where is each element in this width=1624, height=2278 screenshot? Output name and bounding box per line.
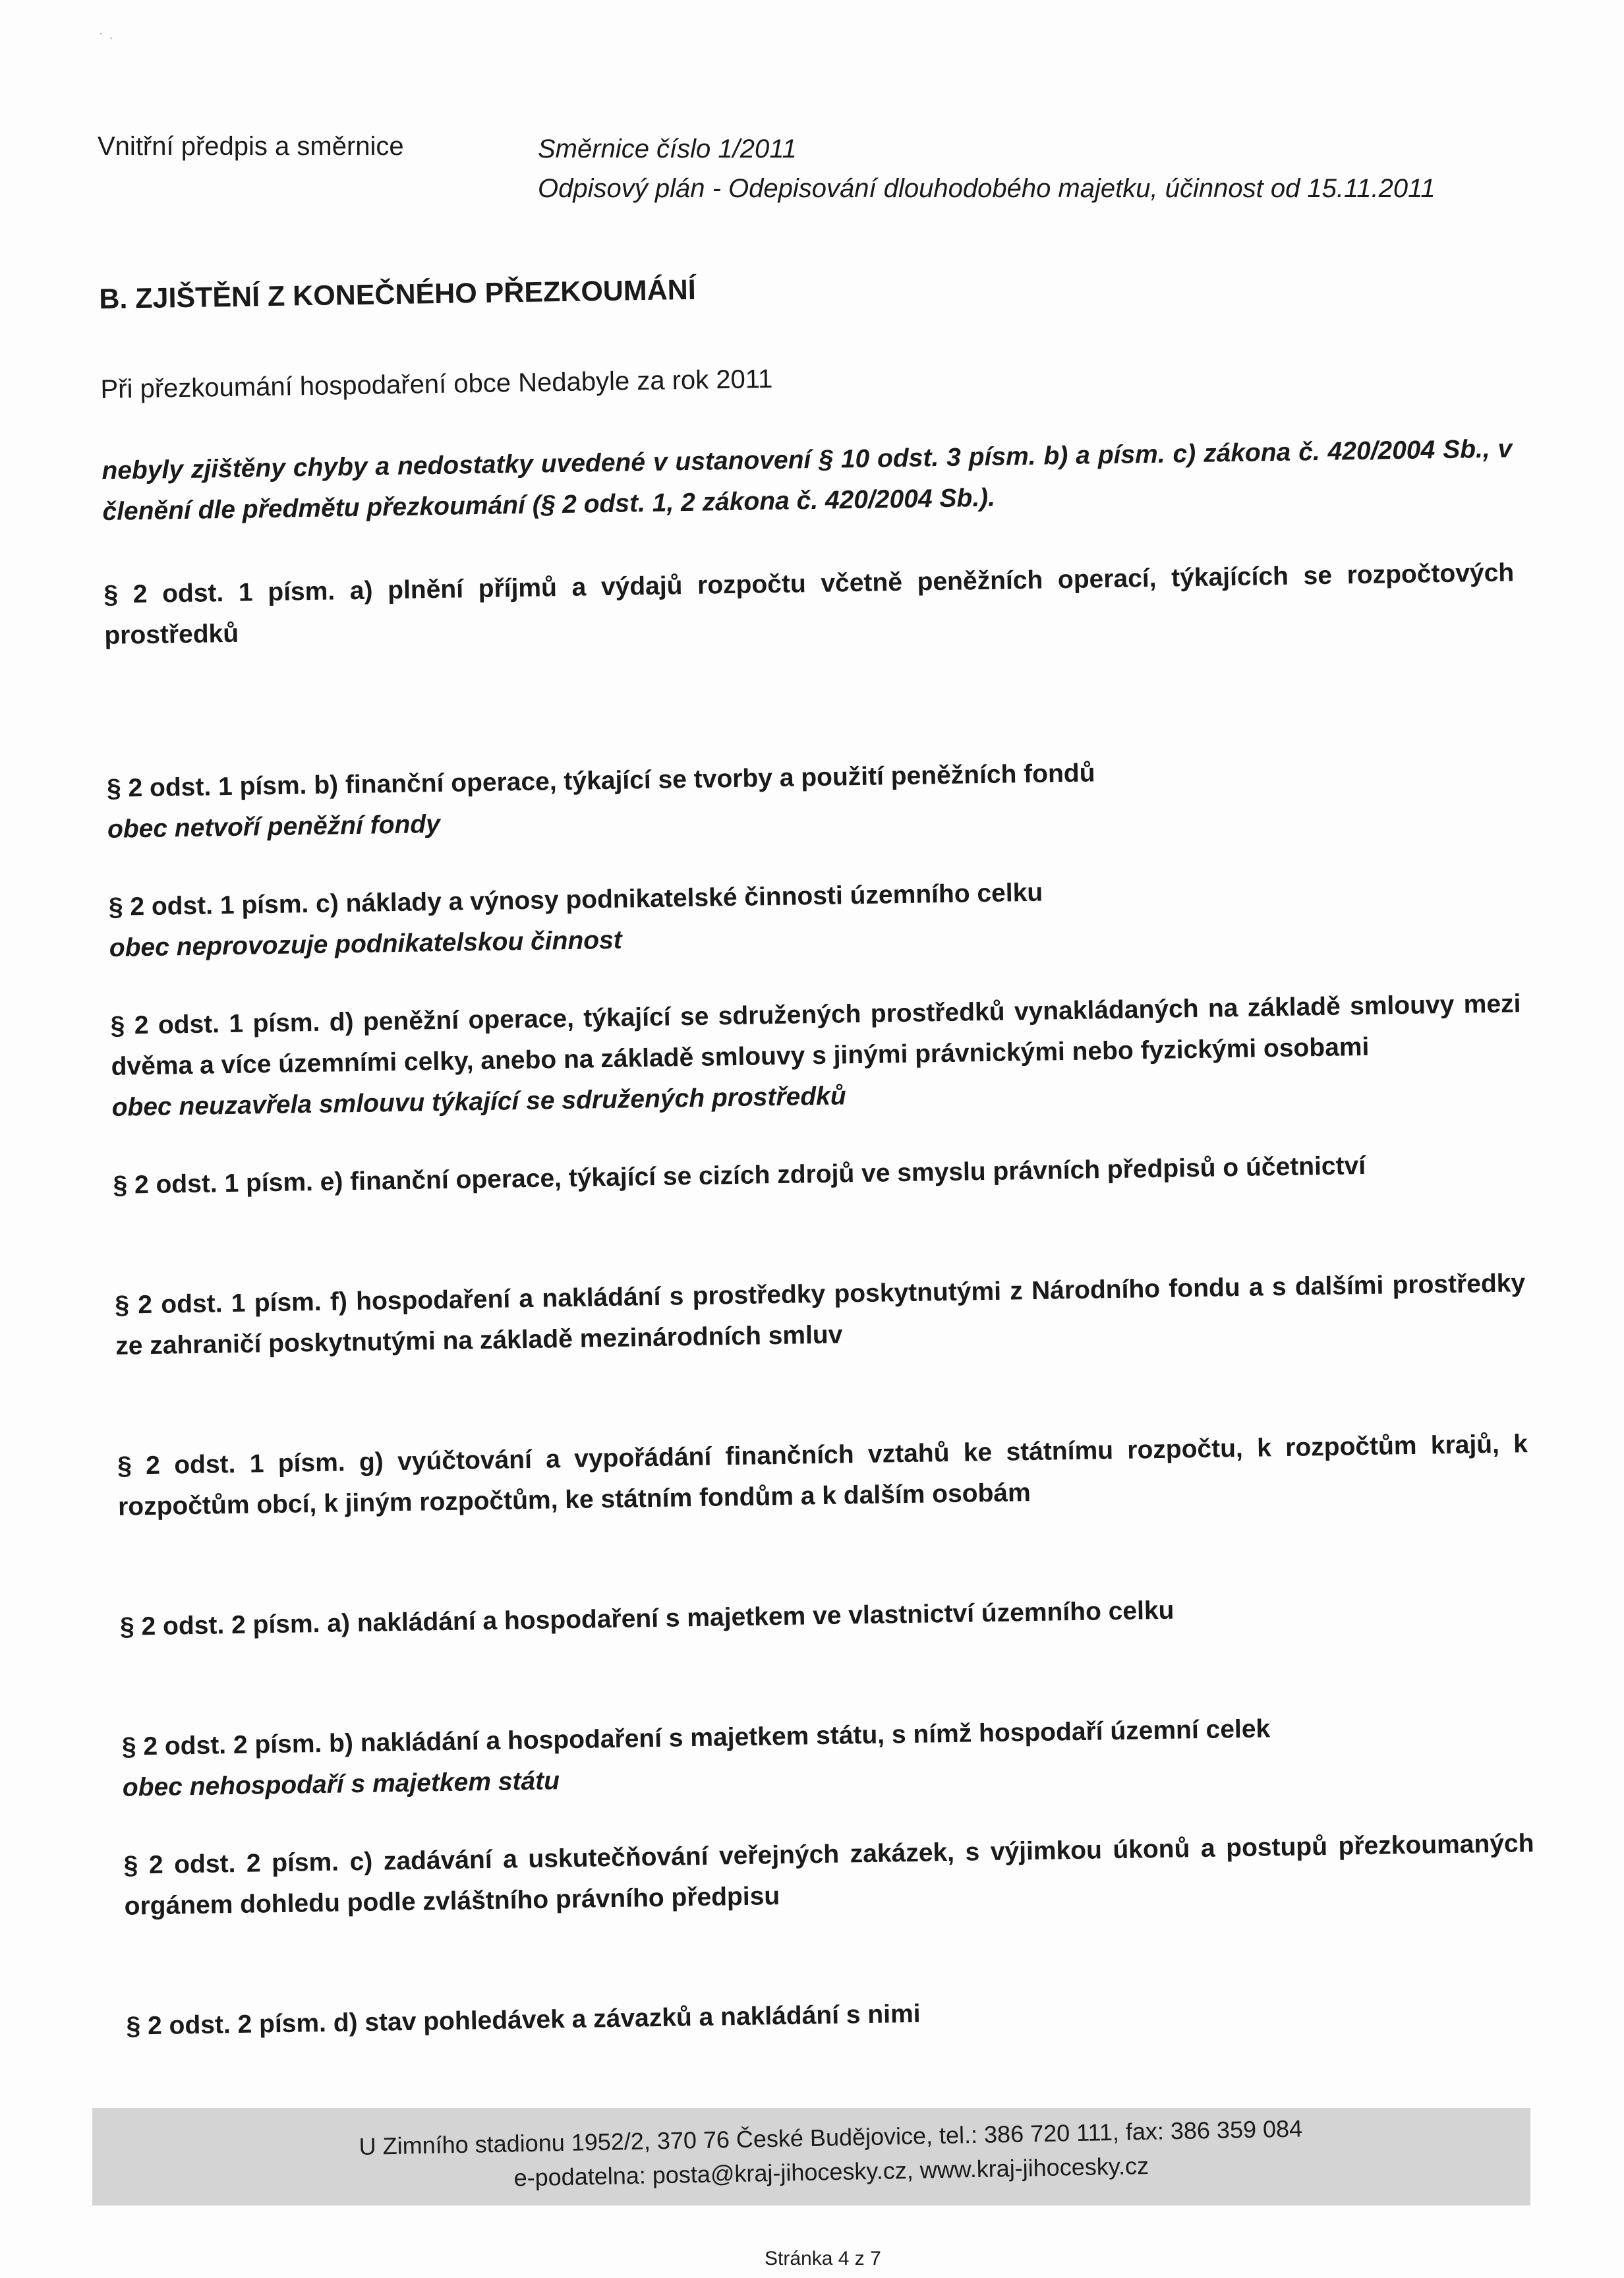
item-note: obec neuzavřela smlouvu týkající se sdružených prostředků	[111, 1082, 846, 1122]
review-item-1b	[107, 746, 1519, 850]
item-heading: § 2 odst. 1 písm. f) hospodaření a nakládání s prostředky poskytnutými z Národního fondu a s dalšími prostředky ze zahraničí poskytnutými na základě mezinárodních smluv	[115, 1269, 1526, 1360]
item-note: obec netvoří peněžní fondy	[107, 809, 441, 844]
item-heading: § 2 odst. 1 písm. e) finanční operace, týkající se cizích zdrojů ve smyslu právních předpisů o účetnictví	[113, 1151, 1366, 1200]
section-summary: nebyly zjištěny chyby a nedostatky uvedené v ustanovení § 10 odst. 3 písm. b) a písm. c) zákona č. 420/2004 Sb., v členění dle předmětu přezkoumání (§ 2 odst. 1, 2 zákona č. 420/2004 Sb.).	[102, 434, 1513, 526]
item-heading: § 2 odst. 2 písm. d) stav pohledávek a závazků a nakládání s nimi	[126, 1999, 921, 2041]
item-heading: § 2 odst. 2 písm. a) nakládání a hospodaření s majetkem ve vlastnictví územního celku	[119, 1596, 1174, 1641]
review-item-2a	[120, 1585, 1531, 1648]
header-directive-number: Směrnice číslo 1/2011	[538, 134, 797, 163]
item-heading: § 2 odst. 1 písm. c) náklady a výnosy podnikatelské činnosti územního celku	[108, 878, 1043, 921]
review-item-1c	[108, 865, 1520, 969]
item-heading: § 2 odst. 1 písm. b) finanční operace, týkající se tvorby a použití peněžních fondů	[106, 759, 1095, 803]
item-heading: § 2 odst. 1 písm. d) peněžní operace, týkající se sdružených prostředků vynakládaných na základě smlouvy mezi dvěma a více územními celky, anebo na základě smlouvy s jinými právnickými nebo fyzickými osobami	[110, 989, 1521, 1081]
review-item-1a	[103, 552, 1515, 657]
header-directive-title: Odpisový plán - Odepisování dlouhodobého majetku, účinnost od 15.11.2011	[538, 174, 1436, 203]
header-left: Vnitřní předpis a směrnice	[98, 132, 404, 161]
footer-address: U Zimního stadionu 1952/2, 370 76 České Budějovice, tel.: 386 720 111, fax: 386 359 084	[359, 2115, 1303, 2160]
footer-email-web: e-podatelna: posta@kraj-jihocesky.cz, www.kraj-jihocesky.cz	[513, 2151, 1149, 2192]
review-item-1g	[117, 1424, 1529, 1528]
item-note: obec nehospodaří s majetkem státu	[122, 1767, 560, 1802]
review-item-2b	[121, 1705, 1533, 1809]
review-item-1d	[110, 983, 1522, 1128]
section-intro: Při přezkoumání hospodaření obce Nedabyle za rok 2011	[100, 364, 773, 404]
review-item-2d	[126, 1984, 1537, 2047]
item-heading: § 2 odst. 2 písm. b) nakládání a hospodaření s majetkem státu, s nímž hospodaří územní celek	[121, 1714, 1271, 1761]
scan-specks: · ˎ	[99, 26, 113, 40]
header-right	[538, 129, 1436, 208]
item-note: obec neprovozuje podnikatelskou činnost	[109, 925, 623, 962]
review-item-2c	[123, 1823, 1535, 1927]
item-heading: § 2 odst. 2 písm. c) zadávání a uskutečňování veřejných zakázek, s výjimkou úkonů a postupů přezkoumaných orgánem dohledu podle zvláštního právního předpisu	[123, 1829, 1534, 1921]
review-item-1e	[113, 1143, 1524, 1206]
item-heading: § 2 odst. 1 písm. a) plnění příjmů a výdajů rozpočtu včetně peněžních operací, týkajících se rozpočtových prostředků	[103, 558, 1515, 650]
section-title: B. ZJIŠTĚNÍ Z KONEČNÉHO PŘEZKOUMÁNÍ	[99, 274, 697, 315]
document-content	[99, 261, 1537, 2047]
item-heading: § 2 odst. 1 písm. g) vyúčtování a vypořádání finančních vztahů ke státnímu rozpočtu, k rozpočtům krajů, k rozpočtům obcí, k jiným rozpočtům, ke státním fondům a k dalším osobám	[117, 1430, 1528, 1521]
review-item-1f	[115, 1263, 1526, 1367]
page-number: Stránka 4 z 7	[765, 2248, 881, 2269]
